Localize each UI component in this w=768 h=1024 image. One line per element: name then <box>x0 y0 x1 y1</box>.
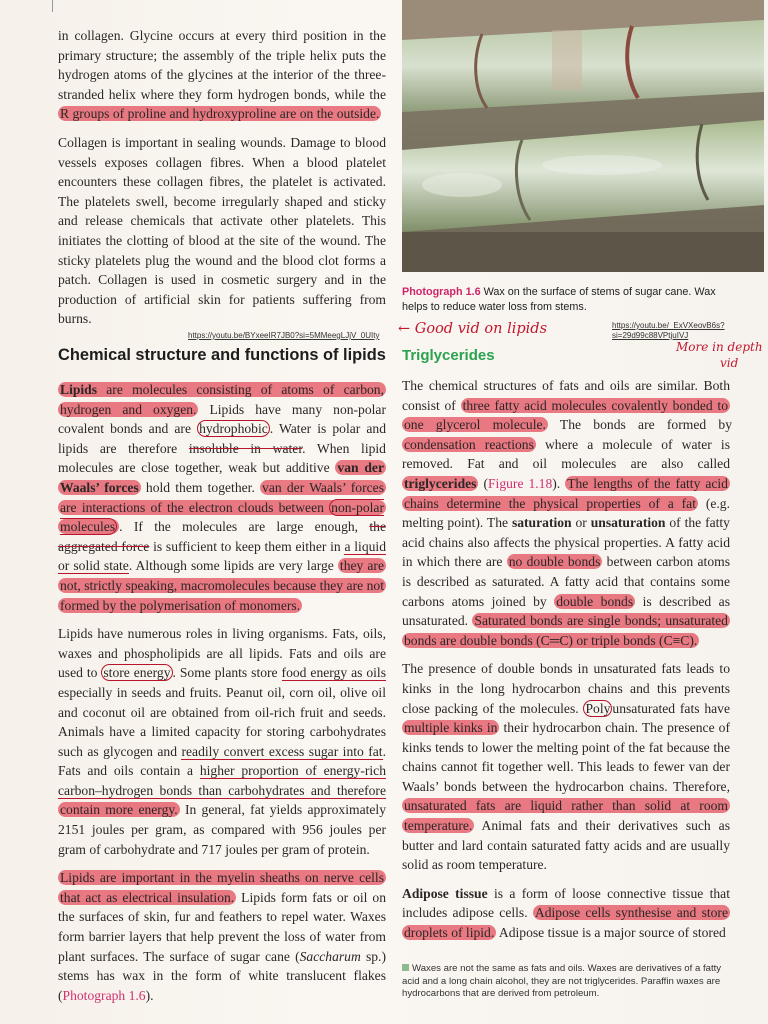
handwritten-note-vid: vid <box>720 356 739 370</box>
sugar-cane-photo <box>402 0 764 272</box>
highlight-three-fatty-acids: three fatty acid molecules covalently bonded to one glycerol molecule. <box>404 397 728 433</box>
highlight-r-groups: R groups of proline and hydroxyproline are on the outside. <box>60 106 380 122</box>
highlight-myelin: Lipids are important in the myelin sheaths on nerve cells that act as electrical insulation. <box>60 870 384 905</box>
left-column-top <box>58 26 386 329</box>
left-column-lower <box>58 380 386 1005</box>
highlight-triglycerides: triglycerides <box>404 475 477 491</box>
heading-triglycerides: Triglycerides <box>402 347 495 364</box>
heading-lipids: Chemical structure and functions of lipids <box>58 346 386 364</box>
highlight-no-double-bonds: no double bonds <box>508 554 601 570</box>
highlight-adipose-cells: Adipose cells synthesise and store droplets of lipid. <box>404 905 728 941</box>
highlight-macromolecules: they are not, strictly speaking, macromolecules because they are not formed by the polymerisation of monomers. <box>60 558 384 613</box>
circled-store-energy: store energy <box>103 665 171 681</box>
sugar-cane-image <box>402 0 764 272</box>
youtube-link-left[interactable]: https://youtu.be/BYxeeIR7JB0?si=5MMeegLJjV_0UIty <box>188 331 380 340</box>
note-marker-icon <box>402 964 409 971</box>
highlight-more-energy: contain more energy. <box>60 802 178 818</box>
adipose-paragraph: Adipose tissue is a form of loose connective tissue that includes adipose cells. Adipose cells synthesise and store droplets of lipid. Adipose tissue is a major source of stored <box>402 885 730 941</box>
lipids-paragraph-2: Lipids have numerous roles in living organisms. Fats, oils, waxes and phospholipids are all lipids. Fats and oils are used to store energy . Some plants store food energy as oils especially in seeds and fruits. Peanut oil, corn oil, olive oil and coconut oil are obtained from oil-rich fruit and seeds. Animals have a limited capacity for storing carbohydrates such as glycogen and readily convert excess sugar into fat. Fats and oils contain a higher proportion of energy-rich carbon–hydrogen bonds than carbohydrates and therefore contain more energy. In general, fat yields approximately 2151 joules per gram, as compared with 956 joules per gram of carbohydrate and 717 joules per gram of protein. <box>58 626 386 857</box>
circled-non-polar: non-polar molecules <box>60 499 384 535</box>
highlight-liquid-at-room-temp: unsaturated fats are liquid rather than solid at room temperature. <box>404 798 728 834</box>
caption-label: Photograph 1.6 <box>402 286 481 298</box>
lipids-paragraph-1: Lipids are molecules consisting of atoms of carbon, hydrogen and oxygen. Lipids have many non-polar covalent bonds and are hydrophobic . Water is polar and lipids are therefore insoluble in water. When lipid molecules are close together, weak but additive van der Waals’ forces hold them together. van der Waals’ forces are interactions of the electron clouds between non-polar molecules . If the molecules are large enough, the aggregated force is sufficient to keep them either in a liquid or solid state. Although some lipids are very large they are not, strictly speaking, macromolecules because they are not formed by the polymerisation of monomers. <box>58 382 387 613</box>
highlight-condensation: condensation reactions <box>404 436 534 452</box>
triglycerides-paragraph-2: The presence of double bonds in unsaturated fats leads to kinks in the long hydrocarbon chains and this prevents close packing of the molecules. Poly unsaturated fats have multiple kinks in their hydrocarbon chain. The presence of kinks tends to lower the melting point of the fat because the chains cannot fit together well. This leads to fewer van der Waals’ bonds between the hydrocarbon chains. Therefore, unsaturated fats are liquid rather than solid at room temperature. Animal fats and their derivatives such as butter and lard contain saturated fatty acids and are usually solid as room temperature. <box>402 661 730 873</box>
triglycerides-paragraph-1: The chemical structures of fats and oils are similar. Both consist of three fatty acid molecules covalently bonded to one glycerol molecule. The bonds are formed by condensation reactions where a molecule of water is removed. Fat and oil molecules are also called triglycerides (Figure 1.18). The lengths of the fatty acid chains determine the physical properties of a fat (e.g. melting point). The saturation or unsaturation of the fatty acid chains also affects the physical properties. A fatty acid in which there are no double bonds between carbon atoms is described as saturated. A fatty acid that contains some carbons atoms joined by double bonds is described as unsaturated. Saturated bonds are single bonds; unsaturated bonds are double bonds (C═C) or triple bonds (C≡C). <box>402 378 732 648</box>
highlight-vdw: van der Waals’ forces <box>60 460 384 495</box>
caption-text: Wax on the surface of stems of sugar cane. Wax helps to reduce water loss from stems. <box>402 286 716 313</box>
note-text: Waxes are not the same as fats and oils. Waxes are derivatives of a fatty acid and a long chain alcohol, they are not triglycerides. Paraffin waxes are hydrocarbons that are derived from petroleum. <box>402 963 722 1000</box>
collagen-paragraph-1: in collagen. Glycine occurs at every third position in the primary structure; the assembly of the triple helix puts the hydrogen atoms of the glycines at the interior of the three-stranded helix where they form hydrogen bonds, while the R groups of proline and hydroxyproline are on the outside. <box>58 28 386 122</box>
highlight-multiple-kinks: multiple kinks in <box>404 720 498 736</box>
margin-rule <box>52 0 53 12</box>
lipids-paragraph-3: Lipids are important in the myelin sheaths on nerve cells that act as electrical insulation. Lipids form fats or oil on the surfaces of skin, fur and feathers to repel water. Waxes form barrier layers that help prevent the loss of water from plant surfaces. The surface of sugar cane (Saccharum sp.) stems has wax in the form of white translucent flakes (Photograph 1.6). <box>58 870 387 1003</box>
collagen-paragraph-2: Collagen is important in sealing wounds. Damage to blood vessels exposes collagen fibres. When a blood platelet encounters these collagen fibres, the platelet is activated. The platelets swell, become irregularly shaped and sticky and release chemicals that activate other platelets. This initiates the clotting of blood at the site of the wound. The sticky platelets plug the wound and the blood clot forms a patch. Collagen is used in cosmetic surgery and in the production of artificial skin for patients suffering from burns. <box>58 134 386 327</box>
circled-hydrophobic: hydrophobic <box>199 421 268 437</box>
youtube-link-right-1[interactable]: https://youtu.be/_ExVXeovB6s? <box>612 321 725 330</box>
highlight-chain-lengths: The lengths of the fatty acid chains determine the physical properties of a fat <box>404 475 728 511</box>
right-column-lower <box>402 376 730 943</box>
photo-reference-link[interactable]: Photograph 1.6 <box>62 987 146 1003</box>
figure-reference-link[interactable]: Figure 1.18 <box>488 475 553 491</box>
waxes-note <box>402 963 732 1001</box>
handwritten-note-good-vid: ← Good vid on lipids <box>398 321 548 337</box>
circled-poly: Poly <box>585 700 611 716</box>
highlight-double-bonds: double bonds <box>556 593 634 609</box>
youtube-link-right-2[interactable]: si=29d99c88VPtjuIVJ <box>612 331 689 340</box>
handwritten-note-more-in-depth: More in depth <box>676 340 763 354</box>
highlight-saturated-bonds: Saturated bonds are single bonds; unsaturated bonds are double bonds (C═C) or triple bonds (C≡C). <box>404 613 728 648</box>
photo-caption <box>402 285 742 314</box>
